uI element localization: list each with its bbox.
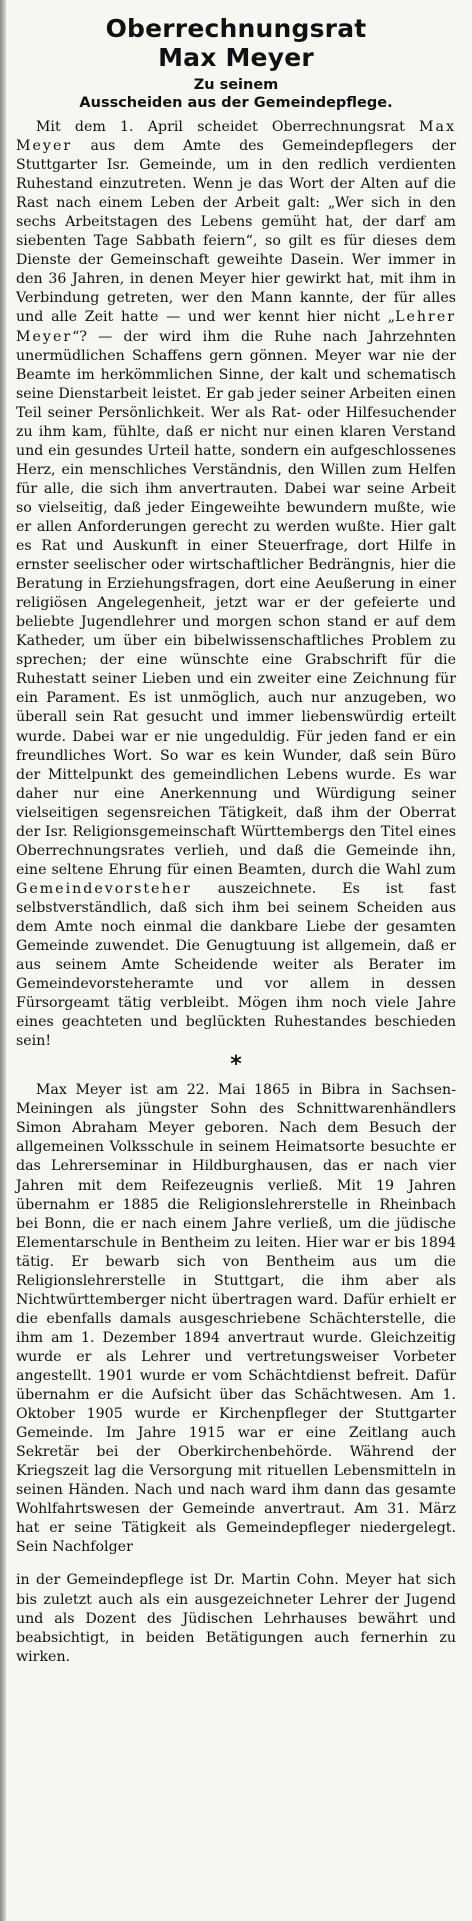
paragraph-successor: in der Gemeindepflege ist Dr. Martin Cohn. Meyer hat sich bis zuletzt auch als ein ausgezeichneter Lehrer der Jugend und als Dozent des Jüdischen Lehrhauses bewährt und beabsichtigt, in beiden Betätigungen auch fernerhin zu wirken.	[16, 1572, 456, 1665]
spaced-teacher-name: Lehrer Meyer	[16, 309, 456, 345]
paragraph-tribute-text-d: auszeichnete. Es ist fast selbstverständlich, daß sich ihm bei seinem Scheiden aus dem Amte noch einmal die dankbare Liebe der gesamten Gemeinde zuwendet. Die Genugtuung ist allgemein, daß er aus seinem Amte Scheidende weiter als Berater im Gemeindevorsteheramte und vor allem in dessen Fürsorgeamt tätig verbleibt. Mögen ihm noch viele Jahre eines geachteten und beglückten Ruhestandes beschieden sein!	[16, 880, 456, 1050]
scan-edge	[0, 0, 6, 1921]
paragraph-tribute-text-b: aus dem Amte des Gemeindepflegers der Stuttgarter Isr. Gemeinde, um in den redlich verdienten Ruhestand einzutreten. Wenn je das Wort der Alten auf die Rast nach einem Leben der Arbeit galt: „Wer sich in den sechs Arbeitstagen des Lebens gemüht hat, der darf am siebenten Tage Sabbath feiern“, so gilt es für dieses dem Dienste der Gemeinschaft geweihte Dasein. Wer immer in den 36 Jahren, in denen Meyer hier gewirkt hat, mit ihm in Verbindung getreten, wer den Mann kannte, der für alles und alle Zeit hatte — und wer kennt hier nicht „	[16, 138, 456, 326]
asterisk-separator: *	[230, 1052, 242, 1078]
spaced-name: Max Meyer	[16, 119, 456, 155]
paragraph-tribute	[16, 118, 456, 1051]
article-subtitle	[16, 76, 456, 112]
article-title	[16, 14, 456, 72]
paragraph-biography: Max Meyer ist am 22. Mai 1865 in Bibra in Sachsen-Meiningen als jüngster Sohn des Schnittwarenhändlers Simon Abraham Meyer geboren. Nach dem Besuch der allgemeinen Volksschule in seinem Heimatsorte besuchte er das Lehrerseminar in Hildburghausen, das er nach vier Jahren mit dem Reifezeugnis verließ. Mit 19 Jahren übernahm er 1885 die Religionslehrerstelle in Rheinbach bei Bonn, die er nach einem Jahre verließ, um die jüdische Elementarschule in Bentheim zu leiten. Hier war er bis 1894 tätig. Er bewarb sich von Bentheim aus um die Religionslehrerstelle in Stuttgart, die ihm aber als Nichtwürttemberger nicht übertragen ward. Dafür erhielt er die ebenfalls damals ausgeschriebene Schächterstelle, die ihm am 1. Dezember 1894 anvertraut wurde. Gleichzeitig wurde er als Lehrer und vertretungsweiser Vorbeter angestellt. 1901 wurde er vom Schächtdienst befreit. Dafür übernahm er die Aufsicht über das Schächtwesen. Am 1. Oktober 1905 wurde er Kirchenpfleger der Stuttgarter Gemeinde. Im Jahre 1915 war er eine Zeitlang auch Sekretär bei der Oberkirchenbehörde. Während der Kriegszeit lag die Versorgung mit rituellen Lebensmitteln in seinen Händen. Nach und nach ward ihm dann das gesamte Wohlfahrtswesen der Gemeinde anvertraut. Am 31. März hat er seine Tätigkeit als Gemeindepfleger niedergelegt. Sein Nachfolger	[16, 1082, 456, 1556]
spaced-board-title: Gemeindevorsteher	[16, 880, 192, 897]
subtitle-line-1: Zu seinem	[193, 77, 279, 93]
title-line-2: Max Meyer	[158, 43, 314, 72]
subtitle-line-2: Ausscheiden aus der Gemeindepflege.	[79, 95, 393, 111]
paragraph-tribute-text-a: Mit dem 1. April scheidet Oberrechnungsrat	[35, 119, 419, 135]
title-line-1: Oberrechnungsrat	[105, 14, 367, 43]
paragraph-tribute-text-c: “? — der wird ihm die Ruhe nach Jahrzehnten unermüdlichen Schaffens gern gönnen. Meyer war nie der Beamte im herkömmlichen Sinne, der kalt und schematisch seine Dienstarbeit leistet. Er gab jeder seiner Arbeiten einen Teil seiner Persönlichkeit. Wer als Rat- oder Hilfesuchender zu ihm kam, fühlte, daß er nicht nur einen klaren Verstand und ein gesundes Urteil hatte, sondern ein aufgeschlossenes Herz, ein menschliches Verständnis, den Willen zum Helfen für alle, die sich ihm anvertrauten. Dabei war seine Arbeit so vielseitig, daß jeder Eingeweihte bewundern mußte, wie er allen Anforderungen gerecht zu werden wußte. Hier galt es Rat und Auskunft in einer Steuerfrage, dort Hilfe in ernster seelischer oder wirtschaftlicher Bedrängnis, hier die Beratung in Erziehungsfragen, dort eine Aeußerung in einer religiösen Angelegenheit, jetzt war er der gefeierte und beliebte Jugendlehrer und morgen schon stand er auf dem Katheder, um über ein bibelwissenschaftliches Problem zu sprechen; der eine wünschte eine Grabschrift für die Ruhestatt seiner Lieben und ein zweiter eine Zeichnung für ein Parament. Es ist unmöglich, auch nur anzugeben, wo überall sein Rat gesucht und immer liebenswürdig erteilt wurde. Dabei war er nie ungeduldig. Für jeden fand er ein freundliches Wort. So war es kein Wunder, daß sein Büro der Mittelpunkt des gemeindlichen Lebens wurde. Es war daher nur eine Anerkennung und Würdigung seiner vielseitigen segensreichen Tätigkeit, daß ihm der Oberrat der Isr. Religionsgemeinschaft Württembergs den Titel eines Oberrechnungsrates verlieh, und daß die Gemeinde ihn, eine seltene Ehrung für einen Beamten, durch die Wahl zum	[16, 328, 456, 878]
